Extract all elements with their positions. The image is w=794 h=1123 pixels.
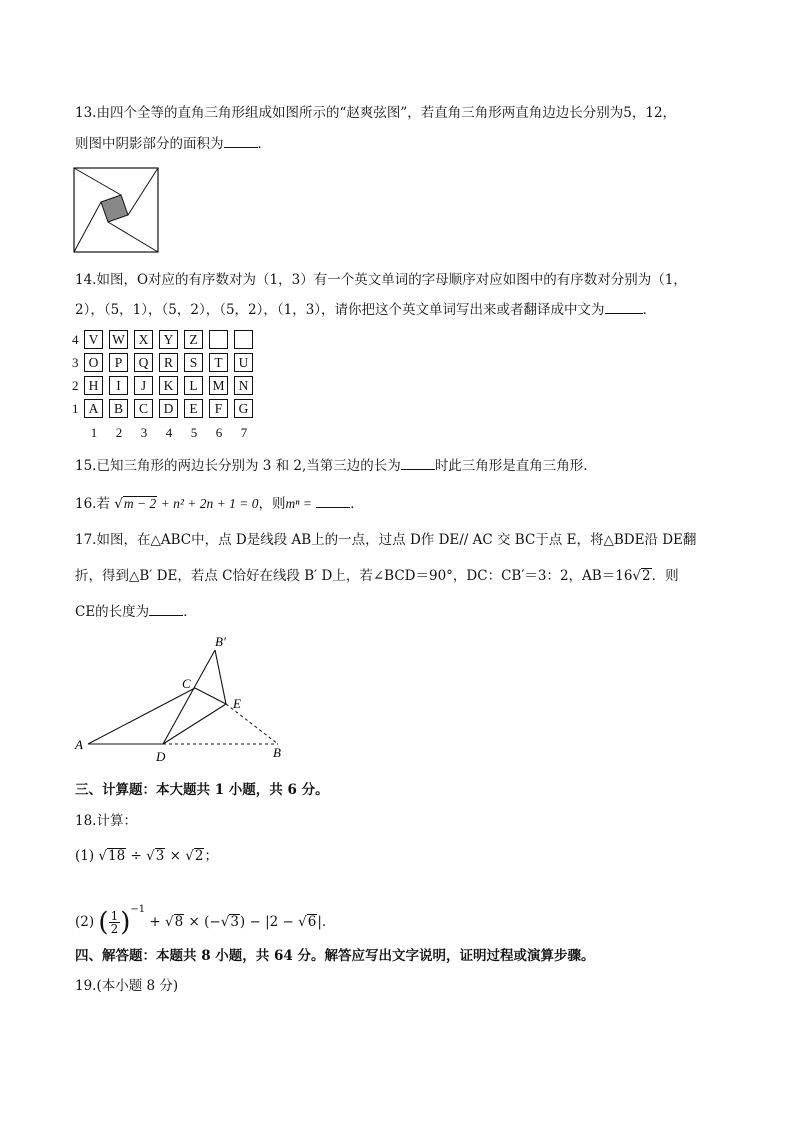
q14-end: ． bbox=[642, 302, 657, 318]
grid-column-label: 2 bbox=[115, 425, 123, 440]
q18-p2-close: ) − |2 − bbox=[239, 914, 299, 930]
q18-p1-op1: ÷ bbox=[126, 848, 147, 864]
triangle-edge-right bbox=[128, 168, 158, 215]
grid-column-label: 7 bbox=[240, 425, 248, 440]
q16-radicand: m − 2 bbox=[123, 496, 157, 511]
q18-p1-sqrt1: √18 bbox=[98, 848, 126, 864]
q18-p2-end: |． bbox=[317, 914, 336, 930]
grid-cell: J bbox=[134, 376, 153, 395]
q18-p1-sqrt2: √3 bbox=[146, 848, 165, 864]
grid-cell: V bbox=[84, 330, 103, 349]
q17-figure bbox=[70, 630, 300, 770]
grid-cell: N bbox=[234, 376, 253, 395]
q15-answer-blank bbox=[401, 456, 435, 470]
triangle-edge-left bbox=[74, 202, 101, 252]
q18-title: 18.计算： bbox=[75, 813, 137, 829]
q18-p2-radicand2: 3 bbox=[230, 914, 239, 930]
grid-row-label: 4 bbox=[72, 332, 79, 347]
q17-line3 bbox=[75, 602, 197, 622]
q17-line1: 17.如图，在△ABC中，点 D是线段 AB上的一点，过点 D作 DE// AC 交 BC于点 E，将△BDE沿 DE翻 bbox=[75, 532, 697, 548]
segment-CE bbox=[195, 688, 226, 704]
section3-title: 三、计算题：本大题共 1 小题，共 6 分。 bbox=[75, 782, 329, 798]
q15-after: 时此三角形是直角三角形. bbox=[434, 458, 588, 474]
q19-title: 19.(本小题 8 分) bbox=[75, 978, 179, 994]
q17-line2a: 折，得到△B′ DE，若点 C恰好在线段 B′ D上，若∠BCD＝90°，DC：CB′＝3：2，AB＝16 bbox=[75, 568, 633, 584]
triangle-edge-bottom bbox=[108, 222, 158, 252]
label-C: C bbox=[182, 676, 191, 691]
triangle-edge-top bbox=[74, 168, 121, 195]
q13-line2 bbox=[75, 134, 271, 154]
grid-cell: D bbox=[159, 399, 178, 418]
grid-cell: T bbox=[209, 353, 228, 372]
segment-BprimeE bbox=[215, 650, 226, 704]
label-B: B bbox=[273, 745, 281, 760]
q15-before: 15.已知三角形的两边长分别为 3 和 2,当第三边的长为 bbox=[75, 458, 401, 474]
q17-sqrt: √2 bbox=[632, 568, 651, 584]
q18-p2-num: 1 bbox=[110, 909, 119, 923]
label-D: D bbox=[156, 749, 166, 764]
segment-DE bbox=[163, 704, 226, 744]
grid-cell: W bbox=[109, 330, 128, 349]
q13-answer-blank bbox=[224, 134, 258, 148]
q17-line3-text: CE的长度为 bbox=[75, 604, 150, 620]
q17-end: ． bbox=[183, 604, 197, 620]
q18-p2-den: 2 bbox=[110, 922, 119, 936]
q18-p2-sqrt2: √3 bbox=[220, 914, 239, 930]
q15-line bbox=[75, 456, 588, 476]
q18-p2-label: (2) bbox=[75, 914, 95, 930]
q18-p2-sqrt1: √8 bbox=[165, 914, 184, 930]
grid-cell: I bbox=[109, 376, 128, 395]
q18-part2 bbox=[75, 894, 335, 939]
q18-p2-fraction bbox=[109, 910, 121, 935]
grid-row-label: 1 bbox=[72, 401, 79, 416]
grid-row-label: 3 bbox=[72, 355, 79, 370]
q18-p1-op2: × bbox=[165, 848, 186, 864]
q16-mid: ，则 bbox=[258, 496, 286, 512]
grid-column-label: 6 bbox=[215, 425, 223, 440]
q18-p2-radicand3: 6 bbox=[307, 914, 317, 930]
q14-line2-text: 2），（5，1），（5，2），（5，2），（1，3），请你把这个英文单词写出来或者翻译成中文为 bbox=[75, 302, 605, 318]
q18-part1 bbox=[75, 846, 218, 866]
q14-line2 bbox=[75, 300, 656, 320]
grid-cell: A bbox=[84, 399, 103, 418]
grid-cell: K bbox=[159, 376, 178, 395]
q16-line bbox=[75, 494, 364, 514]
q17-line2b: ．则 bbox=[651, 568, 679, 584]
q18-p2-exponent: −1 bbox=[130, 904, 146, 915]
q18-p1-radicand3: 2 bbox=[194, 848, 204, 864]
q17-radicand: 2 bbox=[642, 568, 651, 584]
grid-cell: U bbox=[234, 353, 253, 372]
q18-p2-lparen: ( bbox=[98, 907, 109, 938]
grid-cell: G bbox=[234, 399, 253, 418]
grid-cell: R bbox=[159, 353, 178, 372]
grid-cell: P bbox=[109, 353, 128, 372]
label-Bprime: B′ bbox=[215, 634, 226, 649]
segment-DBprime bbox=[163, 650, 215, 744]
q17-answer-blank bbox=[149, 602, 183, 616]
grid-column-label: 1 bbox=[90, 425, 98, 440]
q13-end: ． bbox=[257, 136, 271, 152]
q13-line1: 13.由四个全等的直角三角形组成如图所示的“赵爽弦图”，若直角三角形两直角边边长分别为5，12， bbox=[75, 105, 677, 121]
grid-cell: C bbox=[134, 399, 153, 418]
grid-column-label: 4 bbox=[165, 425, 173, 440]
grid-cell: O bbox=[84, 353, 103, 372]
shaded-square bbox=[101, 195, 128, 222]
grid-cell: X bbox=[134, 330, 153, 349]
q14-line1: 14.如图，O对应的有序数对为（1，3）有一个英文单词的字母顺序对应如图中的有序数对分别为（1， bbox=[75, 272, 687, 288]
q16-answer-blank bbox=[316, 494, 350, 508]
q16-power: mⁿ = bbox=[285, 496, 312, 511]
grid-cell: E bbox=[184, 399, 203, 418]
q17-line2 bbox=[75, 566, 679, 586]
grid-column-label: 5 bbox=[190, 425, 198, 440]
grid-cell: M bbox=[209, 376, 228, 395]
grid-row-label: 2 bbox=[72, 378, 79, 393]
q18-p1-radicand2: 3 bbox=[155, 848, 165, 864]
grid-cell: H bbox=[84, 376, 103, 395]
q18-p2-sqrt3: √6 bbox=[298, 914, 317, 930]
grid-cell: Y bbox=[159, 330, 178, 349]
q18-p1-sqrt3: √2 bbox=[185, 848, 204, 864]
q18-p2-rparen: ) bbox=[120, 907, 131, 938]
label-A: A bbox=[75, 737, 83, 752]
q14-answer-blank bbox=[605, 300, 643, 314]
grid-cell: F bbox=[209, 399, 228, 418]
q16-expr: + n² + 2n + 1 = 0 bbox=[157, 496, 259, 511]
q18-p1-label: (1) bbox=[75, 848, 95, 864]
q18-p1-end: ； bbox=[204, 848, 218, 864]
q16-prefix: 16.若 bbox=[75, 496, 110, 512]
q18-p2-plus: + bbox=[145, 914, 166, 930]
grid-cell bbox=[234, 330, 253, 349]
grid-cell: Z bbox=[184, 330, 203, 349]
q18-p2-times: × (− bbox=[184, 914, 221, 930]
grid-cell: L bbox=[184, 376, 203, 395]
grid-column-label: 3 bbox=[140, 425, 148, 440]
label-E: E bbox=[233, 696, 241, 711]
q16-sqrt: √m − 2 bbox=[114, 496, 157, 512]
grid-cell bbox=[209, 330, 228, 349]
q18-p1-radicand1: 18 bbox=[108, 848, 126, 864]
grid-cell: B bbox=[109, 399, 128, 418]
q18-p2-radicand1: 8 bbox=[174, 914, 184, 930]
q13-line2-text: 则图中阴影部分的面积为 bbox=[75, 136, 224, 152]
grid-cell: S bbox=[184, 353, 203, 372]
section4-title: 四、解答题：本题共 8 小题，共 64 分。解答应写出文字说明，证明过程或演算步骤。 bbox=[75, 948, 595, 964]
zhao-shuang-diagram bbox=[73, 167, 161, 255]
grid-cell: Q bbox=[134, 353, 153, 372]
q16-end: ． bbox=[350, 496, 364, 512]
